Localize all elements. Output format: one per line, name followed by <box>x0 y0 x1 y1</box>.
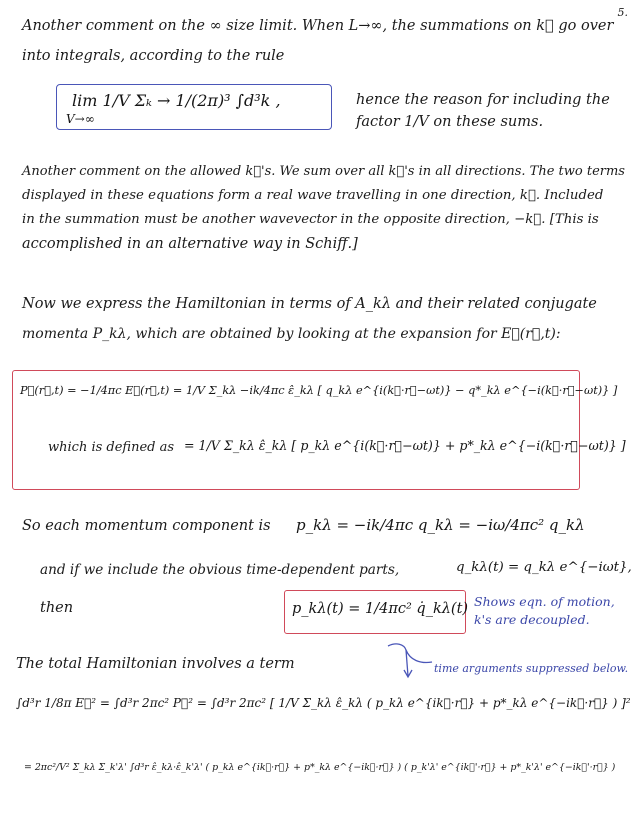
equation-of-motion-note-line-2: k's are decoupled. <box>474 612 590 627</box>
paragraph-2-line-3: in the summation must be another wavevector in the opposite direction, −k⃗. [This is <box>22 212 599 227</box>
rule-note-line-1: hence the reason for including the <box>356 92 610 108</box>
hamiltonian-equation-line-1: ∫d³r 1/8π E⃗² = ∫d³r 2πc² P⃗² = ∫d³r 2πc² [ 1/V Σ_kλ ε̂_kλ ( p_kλ e^{ik⃗·r⃗} + p*_kλ e^{−ik⃗·r⃗} ) ]² <box>16 696 631 710</box>
time-dependence-equation: q_kλ(t) = q_kλ e^{−iωt}, <box>456 560 632 575</box>
page-number: 5. <box>617 6 628 19</box>
rule-limit-subscript: V→∞ <box>66 112 95 126</box>
equation-of-motion-note-line-1: Shows eqn. of motion, <box>474 594 615 609</box>
paragraph-4-text: So each momentum component is <box>22 518 271 534</box>
rule-equation: lim 1/V Σₖ → 1/(2π)³ ∫d³k , <box>72 91 281 110</box>
paragraph-3-line-2: momenta P_kλ, which are obtained by looking at the expansion for E⃗(r⃗,t): <box>22 326 561 342</box>
paragraph-5-text: and if we include the obvious time-dependent parts, <box>40 562 400 578</box>
paragraph-2-line-1: Another comment on the allowed k⃗'s. We sum over all k⃗'s in all directions. The two terms <box>22 164 625 179</box>
defined-as-label: which is defined as <box>48 440 175 455</box>
time-arguments-note: time arguments suppressed below. <box>434 662 629 675</box>
paragraph-1-line-1: Another comment on the ∞ size limit. When L→∞, the summations on k⃗ go over <box>22 18 614 34</box>
paragraph-1-line-2: into integrals, according to the rule <box>22 48 285 64</box>
momentum-component-equation: p_kλ = −ik/4πc q_kλ = −iω/4πc² q_kλ <box>296 516 585 534</box>
paragraph-2-line-4: accomplished in an alternative way in Schiff.] <box>22 236 358 252</box>
then-label: then <box>40 600 74 616</box>
paragraph-2-line-2: displayed in these equations form a real wave travelling in one direction, k⃗. Included <box>22 188 604 203</box>
momentum-expansion-line-1: P⃗(r⃗,t) = −1/4πc E⃗(r⃗,t) = 1/V Σ_kλ −ik/4πc ε̂_kλ [ q_kλ e^{i(k⃗·r⃗−ωt)} − q*_kλ e^{−i(k⃗·r⃗−ωt)} ] <box>20 384 618 397</box>
equation-of-motion: p_kλ(t) = 1/4πc² q̇_kλ(t) <box>292 601 469 617</box>
rule-note-line-2: factor 1/V on these sums. <box>356 114 544 130</box>
paragraph-7-text: The total Hamiltonian involves a term <box>16 656 295 672</box>
hamiltonian-equation-line-2: = 2πc²/V² Σ_kλ Σ_k'λ' ∫d³r ε̂_kλ·ε̂_k'λ' ( p_kλ e^{ik⃗·r⃗} + p*_kλ e^{−ik⃗·r⃗} ) ( p_k'λ' e^{ik⃗'·r⃗} + p*_k'λ' e^{−ik⃗'·r⃗} ) <box>24 762 616 773</box>
momentum-expansion-line-2: = 1/V Σ_kλ ε̂_kλ [ p_kλ e^{i(k⃗·r⃗−ωt)} + p*_kλ e^{−i(k⃗·r⃗−ωt)} ] <box>184 438 626 453</box>
paragraph-3-line-1: Now we express the Hamiltonian in terms of A_kλ and their related conjugate <box>22 296 597 312</box>
note-arrow <box>380 640 440 680</box>
